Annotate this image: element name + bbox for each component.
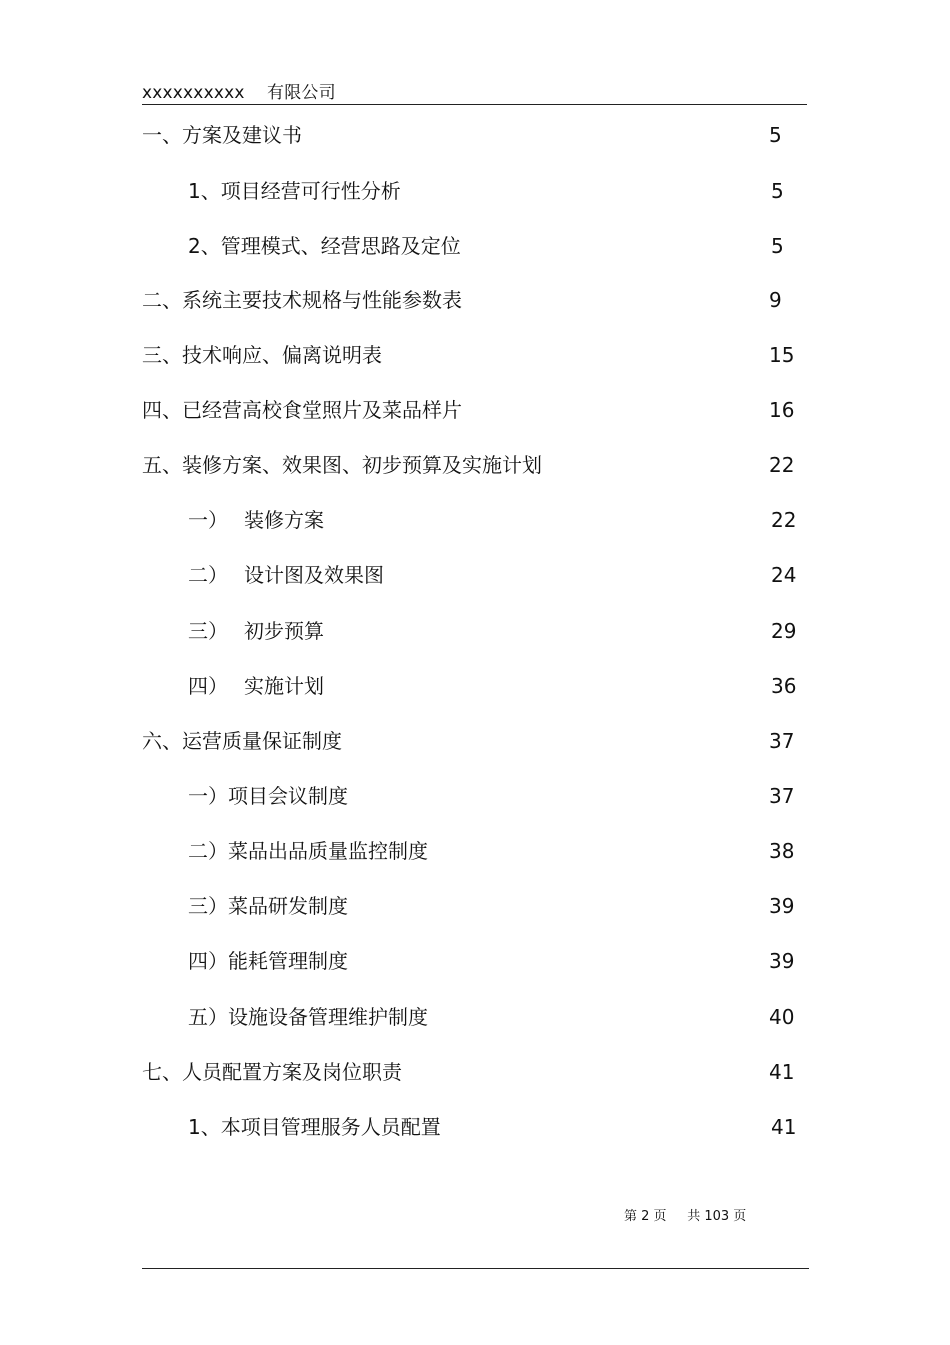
toc-entry[interactable] [0,176,950,206]
toc-entry-title: 菜品出品质量监控制度 [228,839,428,863]
toc-entry-title: 人员配置方案及岗位职责 [182,1060,402,1084]
toc-entry-title: 设施设备管理维护制度 [228,1005,428,1029]
toc-entry-page: 41 [769,1060,795,1084]
toc-entry-number: 一） [188,508,228,532]
toc-entry[interactable] [0,616,950,646]
toc-entry-number: 四） [188,949,228,973]
toc-entry-number: 三） [188,894,228,918]
toc-entry-page: 22 [769,453,795,477]
toc-entry-page: 5 [769,123,782,147]
toc-entry-page: 39 [769,949,795,973]
toc-entry-number: 2、 [188,234,221,258]
toc-entry[interactable] [0,340,950,370]
toc-entry[interactable] [0,891,950,921]
toc-entry[interactable] [0,285,950,315]
toc-entry-number: 一、 [142,123,182,147]
toc-entry[interactable] [0,1112,950,1142]
toc-entry-title: 项目会议制度 [228,784,348,808]
toc-entry-number: 六、 [142,729,182,753]
toc-entry[interactable] [0,231,950,261]
toc-entry-page: 29 [771,619,797,643]
toc-entry-page: 5 [771,234,784,258]
toc-entry[interactable] [0,395,950,425]
toc-entry-title: 管理模式、经营思路及定位 [220,234,461,258]
toc-entry-page: 5 [771,179,784,203]
toc-entry-page: 37 [769,729,795,753]
toc-entry-title: 方案及建议书 [182,123,302,147]
toc-entry-title: 技术响应、偏离说明表 [182,343,382,367]
toc-entry-page: 38 [769,839,795,863]
toc-entry-number: 三、 [142,343,182,367]
footer-divider [142,1268,809,1269]
toc-entry[interactable] [0,120,950,150]
toc-entry-title: 项目经营可行性分析 [220,179,401,203]
toc-entry-number: 一） [188,784,228,808]
toc-entry-title: 能耗管理制度 [228,949,348,973]
toc-entry-number: 二） [188,839,228,863]
toc-entry-number: 四、 [142,398,182,422]
toc-entry-page: 39 [769,894,795,918]
toc-entry-title: 装修方案、效果图、初步预算及实施计划 [182,453,542,477]
toc-entry-title: 装修方案 [244,508,324,532]
toc-entry-title: 运营质量保证制度 [182,729,342,753]
toc-entry-number: 五、 [142,453,182,477]
toc-entry-page: 41 [771,1115,797,1139]
toc-entry-title: 设计图及效果图 [244,563,384,587]
toc-entry-page: 22 [771,508,797,532]
toc-entry-number: 三） [188,619,228,643]
toc-entry-page: 15 [769,343,795,367]
toc-entry-page: 36 [771,674,797,698]
toc-entry-title: 菜品研发制度 [228,894,348,918]
toc-entry[interactable] [0,946,950,976]
toc-entry-number: 1、 [188,179,221,203]
toc-entry-page: 9 [769,288,782,312]
toc-entry-title: 系统主要技术规格与性能参数表 [182,288,462,312]
toc-entry[interactable] [0,781,950,811]
toc-entry-number: 五） [188,1005,228,1029]
toc-entry-title: 实施计划 [244,674,324,698]
toc-entry-number: 七、 [142,1060,182,1084]
toc-entry-title: 已经营高校食堂照片及菜品样片 [182,398,462,422]
toc-entry[interactable] [0,450,950,480]
toc-entry[interactable] [0,560,950,590]
toc-entry-title: 本项目管理服务人员配置 [220,1115,441,1139]
toc-entry-page: 40 [769,1005,795,1029]
toc-entry[interactable] [0,505,950,535]
toc-entry-title: 初步预算 [244,619,324,643]
page-number: 第 2 页 共 103 页 [624,1209,747,1224]
toc-entry-page: 24 [771,563,797,587]
toc-entry[interactable] [0,1057,950,1087]
toc-entry[interactable] [0,836,950,866]
toc-entry-number: 二） [188,563,228,587]
toc-entry-number: 1、 [188,1115,221,1139]
toc-entry-number: 四） [188,674,228,698]
toc-entry[interactable] [0,1002,950,1032]
toc-entry-page: 37 [769,784,795,808]
company-name: xxxxxxxxxx 有限公司 [142,83,336,103]
toc-entry[interactable] [0,726,950,756]
toc-entry[interactable] [0,671,950,701]
toc-entry-page: 16 [769,398,795,422]
toc-entry-number: 二、 [142,288,182,312]
